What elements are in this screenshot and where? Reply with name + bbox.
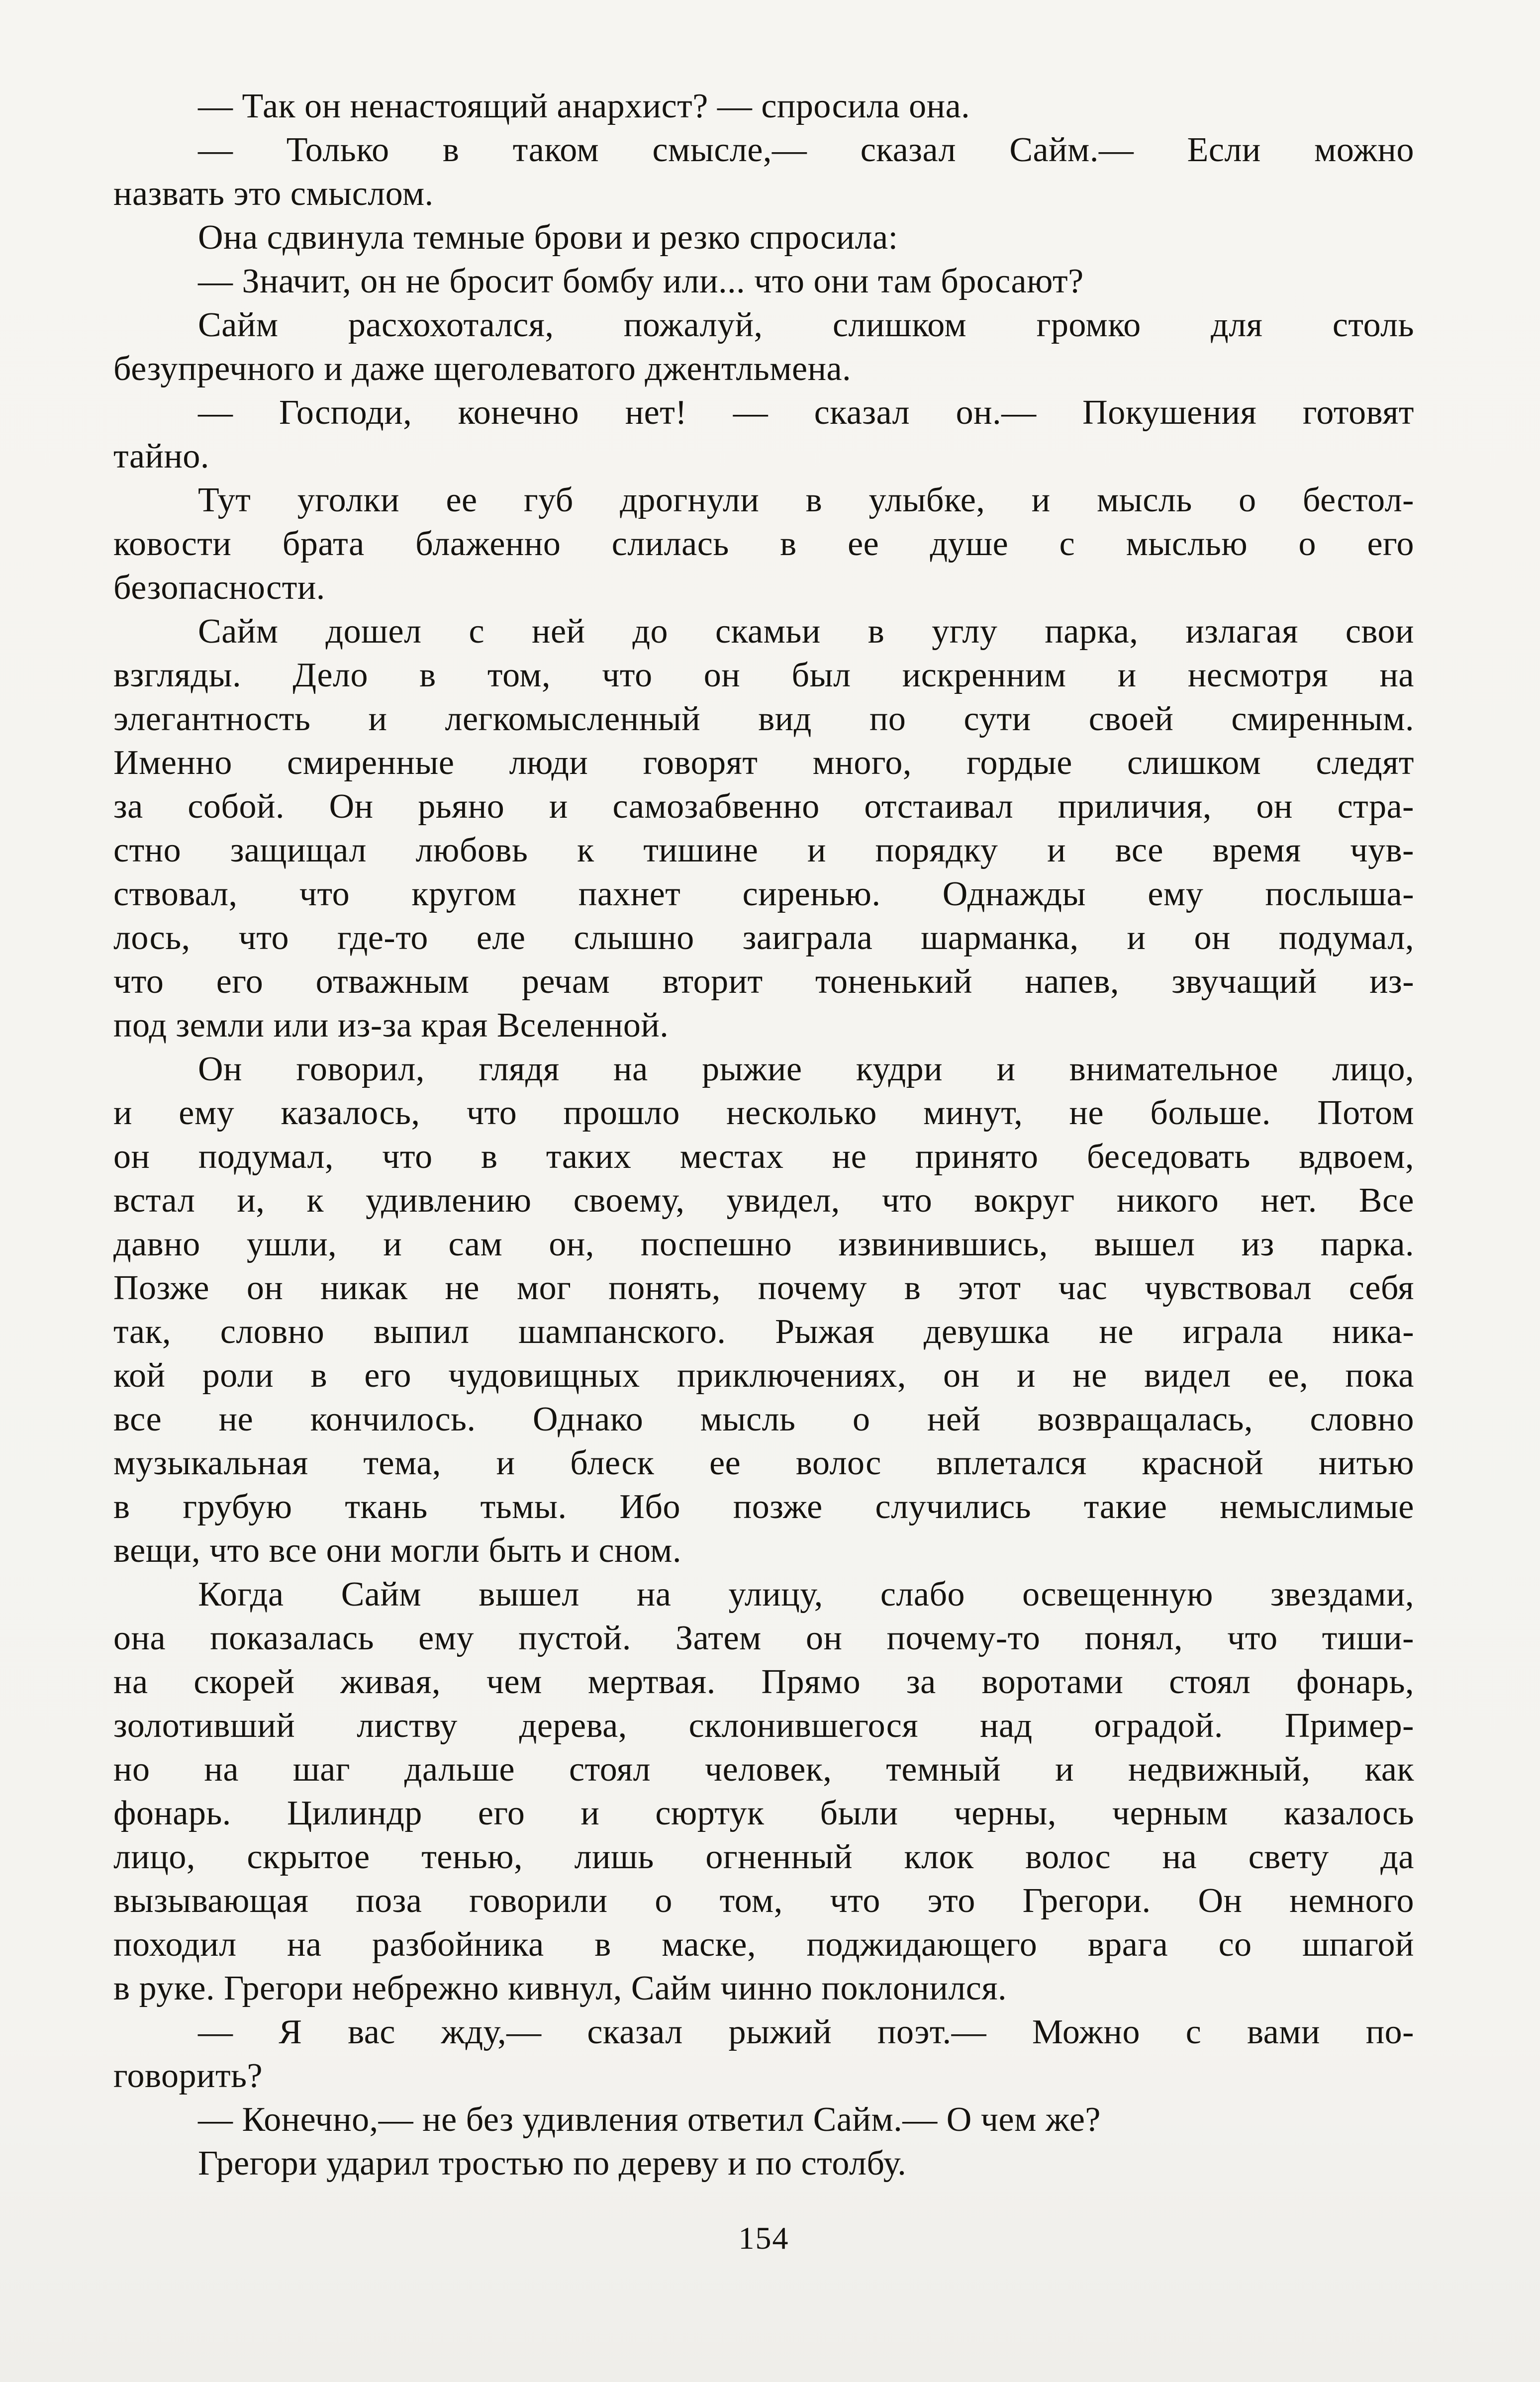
paragraph (113, 303, 1414, 391)
text-line: — Только в таком смысле,— сказал Сайм.— Если можно (198, 131, 1414, 169)
text-line: в руке. Грегори небрежно кивнул, Сайм чинно поклонился. (113, 1969, 1007, 2007)
text-line: она показалась ему пустой. Затем он почему-то понял, что тиши- (113, 1619, 1414, 1657)
text-line: ковости брата блаженно слилась в ее душе с мыслью о его (113, 525, 1414, 563)
text-line: и ему казалось, что прошло несколько минут, не больше. Потом (113, 1094, 1414, 1132)
text-line: — Господи, конечно нет! — сказал он.— Покушения готовят (198, 393, 1414, 432)
text-line: стно защищал любовь к тишине и порядку и все время чув- (113, 831, 1414, 869)
text-line: назвать это смыслом. (113, 175, 434, 213)
paragraph (113, 85, 1414, 128)
text-line: — Значит, он не бросит бомбу или... что они там бросают? (198, 262, 1084, 300)
text-line: безупречного и даже щеголеватого джентльмена. (113, 350, 852, 388)
text-line: говорить? (113, 2057, 263, 2095)
text-line: вещи, что все они могли быть и сном. (113, 1531, 681, 1570)
paragraph (113, 1573, 1414, 2010)
text-line: Тут уголки ее губ дрогнули в улыбке, и мысль о бестол- (198, 481, 1414, 519)
text-line: — Я вас жду,— сказал рыжий поэт.— Можно с вами по- (198, 2013, 1414, 2051)
text-line: золотивший листву дерева, склонившегося над оградой. Пример- (113, 1707, 1414, 1745)
paragraph (113, 2010, 1414, 2098)
page-number: 154 (738, 2220, 789, 2256)
paragraph (113, 1048, 1414, 1573)
text-line: Грегори ударил тростью по дереву и по столбу. (198, 2144, 907, 2183)
text-line: в грубую ткань тьмы. Ибо позже случились такие немыслимые (113, 1488, 1414, 1526)
text-line: за собой. Он рьяно и самозабвенно отстаивал приличия, он стра- (113, 787, 1414, 826)
text-line: Позже он никак не мог понять, почему в этот час чувствовал себя (113, 1269, 1414, 1307)
text-line: под земли или из-за края Вселенной. (113, 1006, 669, 1045)
text-line: Сайм дошел с ней до скамьи в углу парка, излагая свои (198, 612, 1414, 651)
paragraph (113, 216, 1414, 260)
text-line: безопасности. (113, 569, 325, 607)
text-line: кой роли в его чудовищных приключениях, он и не видел ее, пока (113, 1356, 1414, 1395)
text-line: — Так он ненастоящий анархист? — спросила она. (198, 87, 970, 125)
paragraph (113, 478, 1414, 610)
text-line: Она сдвинула темные брови и резко спросила: (198, 218, 898, 257)
paragraph (113, 128, 1414, 216)
paragraph (113, 2098, 1414, 2142)
text-line: походил на разбойника в маске, поджидающего врага со шпагой (113, 1925, 1414, 1964)
text-line: Когда Сайм вышел на улицу, слабо освещенную звездами, (198, 1575, 1414, 1614)
text-line: — Конечно,— не без удивления ответил Сайм.— О чем же? (198, 2100, 1101, 2139)
text-line: лицо, скрытое тенью, лишь огненный клок волос на свету да (113, 1838, 1414, 1876)
text-line: ствовал, что кругом пахнет сиренью. Однажды ему послыша- (113, 875, 1414, 913)
text-line: лось, что где-то еле слышно заиграла шарманка, и он подумал, (113, 919, 1414, 957)
text-line: давно ушли, и сам он, поспешно извинившись, вышел из парка. (113, 1225, 1414, 1263)
text-line: что его отважным речам вторит тоненький напев, звучащий из- (113, 962, 1414, 1001)
text-line: взгляды. Дело в том, что он был искренним и несмотря на (113, 656, 1414, 694)
text-line: Он говорил, глядя на рыжие кудри и внимательное лицо, (198, 1050, 1414, 1088)
paragraph (113, 391, 1414, 478)
text-line: тайно. (113, 437, 209, 476)
paragraph (113, 2142, 1414, 2186)
text-line: на скорей живая, чем мертвая. Прямо за воротами стоял фонарь, (113, 1663, 1414, 1701)
paragraph (113, 610, 1414, 1048)
text-line: все не кончилось. Однако мысль о ней возвращалась, словно (113, 1400, 1414, 1438)
text-line: встал и, к удивлению своему, увидел, что вокруг никого нет. Все (113, 1181, 1414, 1220)
text-line: но на шаг дальше стоял человек, темный и недвижный, как (113, 1750, 1414, 1789)
paragraph (113, 260, 1414, 303)
text-line: элегантность и легкомысленный вид по сути своей смиренным. (113, 700, 1414, 738)
text-line: фонарь. Цилиндр его и сюртук были черны, черным казалось (113, 1794, 1414, 1832)
text-block (113, 85, 1414, 2186)
text-line: музыкальная тема, и блеск ее волос вплетался красной нитью (113, 1444, 1414, 1482)
text-line: Именно смиренные люди говорят много, гордые слишком следят (113, 744, 1414, 782)
text-line: он подумал, что в таких местах не принято беседовать вдвоем, (113, 1138, 1414, 1176)
text-line: вызывающая поза говорили о том, что это Грегори. Он немного (113, 1882, 1414, 1920)
text-line: так, словно выпил шампанского. Рыжая девушка не играла ника- (113, 1313, 1414, 1351)
text-line: Сайм расхохотался, пожалуй, слишком громко для столь (198, 306, 1414, 344)
